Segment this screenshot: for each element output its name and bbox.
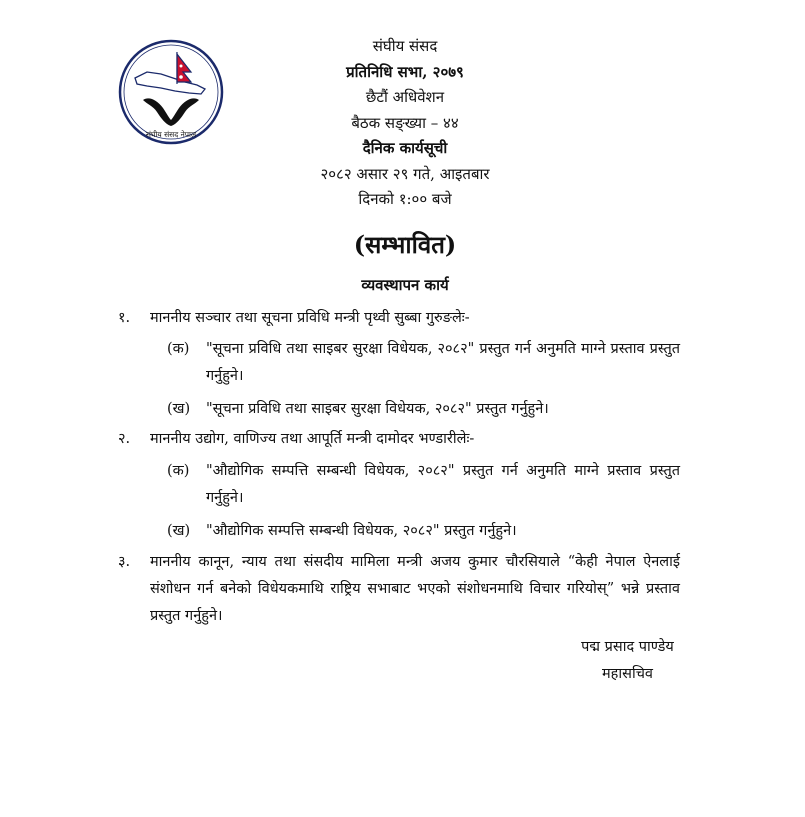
item-text: माननीय कानून, न्याय तथा संसदीय मामिला मन्त्री अजय कुमार चौरसियाले “केही नेपाल ऐनलाई संशोधन गर्न बनेको विधेयकमाथि राष्ट्रिय सभाबाट भएको संशोधनमाथि विचार गरियोस्” भन्ने प्रस्ताव प्रस्तुत गर्नुहुने।	[150, 554, 680, 624]
emblem-text: संघीय संसद नेपाल	[145, 130, 197, 139]
session-name: छैटौं अधिवेशन	[365, 88, 445, 106]
sub-item-text: "औद्योगिक सम्पत्ति सम्बन्धी विधेयक, २०८२" प्रस्तुत गर्न अनुमति माग्ने प्रस्ताव प्रस्तुत गर्नुहुने।	[206, 463, 680, 506]
sub-item-label: (ख)	[167, 401, 191, 417]
sub-item-text: "सूचना प्रविधि तथा साइबर सुरक्षा विधेयक, २०८२" प्रस्तुत गर्न अनुमति माग्ने प्रस्ताव प्रस्तुत गर्नुहुने।	[206, 341, 680, 384]
agenda-header	[240, 34, 570, 213]
page-title: दैनिक कार्यसूची	[362, 139, 448, 157]
meeting-time: दिनको १:०० बजे	[358, 190, 452, 208]
item-number: २.	[118, 431, 131, 447]
item-number: ३.	[118, 554, 131, 570]
sub-item-text: "औद्योगिक सम्पत्ति सम्बन्धी विधेयक, २०८२" प्रस्तुत गर्नुहुने।	[206, 523, 517, 539]
tentative-heading: (सम्भावित)	[353, 230, 457, 259]
signatory-name: पद्म प्रसाद पाण्डेय	[581, 639, 674, 655]
sub-item-label: (क)	[167, 341, 190, 357]
item-text: माननीय उद्योग, वाणिज्य तथा आपूर्ति मन्त्री दामोदर भण्डारीलेः-	[150, 431, 475, 447]
section-title: व्यवस्थापन कार्य	[361, 276, 449, 294]
item-number: १.	[118, 310, 131, 326]
sub-item-label: (क)	[167, 463, 190, 479]
sub-item-text: "सूचना प्रविधि तथा साइबर सुरक्षा विधेयक, २०८२" प्रस्तुत गर्नुहुने।	[206, 401, 549, 417]
house-name: प्रतिनिधि सभा, २०७९	[346, 62, 464, 81]
meeting-number: बैठक सङ्ख्या – ४४	[351, 113, 459, 132]
item-text: माननीय सञ्चार तथा सूचना प्रविधि मन्त्री पृथ्वी सुब्बा गुरुङलेः-	[150, 310, 470, 326]
parliament-name: संघीय संसद	[372, 37, 438, 55]
signatory-title: महासचिव	[602, 666, 653, 682]
parliament-emblem-icon	[117, 38, 225, 146]
sub-item-label: (ख)	[167, 523, 191, 539]
meeting-date: २०८२ असार २९ गते, आइतबार	[320, 164, 490, 183]
